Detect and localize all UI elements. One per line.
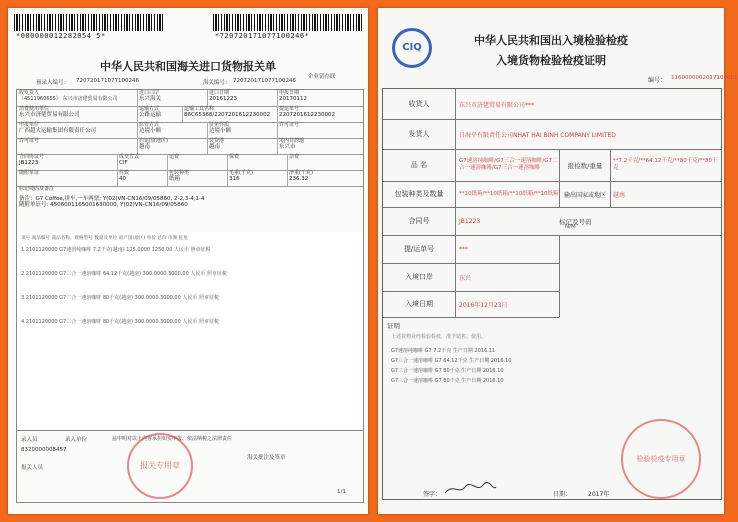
- entry-label: 录入员: [21, 437, 38, 443]
- docs-cell: 随附单证: [17, 170, 118, 186]
- cert-text: 上述货物业经检验检疫，准予销售、使用。: [391, 334, 487, 340]
- insurance-cell: 保费: [227, 154, 288, 170]
- preentry-label: 预录入编号：: [36, 80, 70, 86]
- declaration-form: [16, 89, 364, 431]
- page-number: 1/1: [337, 489, 346, 495]
- contract-row: 合同号 JB1223 标记及号码 N/M: [383, 207, 721, 236]
- contract-cell: 合同协议号 JB1223: [17, 154, 118, 170]
- customs-declaration: [8, 8, 368, 514]
- net-cell: 净重(千克) 236.32: [289, 170, 313, 182]
- cert-form: [382, 88, 722, 500]
- import-date-cell: 进口日期 20161223: [207, 90, 278, 106]
- inspection-certificate: [378, 8, 738, 514]
- signature: [443, 481, 498, 497]
- barcode-image-2: [213, 14, 363, 31]
- gross-cell: 毛重(千克) 316: [227, 170, 288, 186]
- via-cell: 装货港 越南: [207, 138, 278, 154]
- entry-code: 8320000008457: [21, 447, 67, 453]
- date2-label: 日期：: [553, 491, 572, 498]
- goods-line: 1 2101120000 G7速溶纯咖啡 7.2千克(越南) 125.0000 1250.00 人民币 照章征税: [21, 247, 211, 253]
- declarant-seal: 报关专用章: [127, 433, 193, 499]
- customs-no-value: 720720171077100246: [233, 78, 296, 84]
- trade-cell: 监管方式 边境小额: [137, 122, 208, 138]
- misc-cell: 杂费: [289, 154, 300, 160]
- consignee-cell: 收发货人 （4511960655） 东兴市济佬贸易有限公司: [17, 90, 138, 106]
- barcode-image: [14, 14, 164, 31]
- declare-date-cell: 申报日期 20170112: [279, 90, 307, 102]
- tax-cell: 征免性质 边境小额: [207, 122, 278, 138]
- customs-note-label: 海关批注及签章: [247, 455, 286, 461]
- goods-line: 3 2101120000 G7二合一速溶咖啡 80千克(越南) 300.0000 3000.00 人民币 照章征税: [21, 295, 219, 301]
- cert-line: G7二合一速溶咖啡 G7 80千克 生产日期 2016.10: [391, 368, 504, 374]
- goods-table: [17, 232, 363, 430]
- port-cell: 进口口岸 东兴海关: [137, 90, 208, 106]
- cert-line: G7速溶纯咖啡 G7 7.2千克 生产日期 2016.11: [391, 348, 496, 354]
- declaration-footer: [16, 429, 364, 503]
- agent-cell: 申报单位 广西超大运输集团有限责任公司: [17, 122, 138, 138]
- tool-cell: 运输工具名称 86C65368/2207201612230002: [182, 106, 278, 122]
- cert-line: G7三合一速溶咖啡 G7 80千克 生产日期 2016.10: [391, 378, 504, 384]
- consumer-cell: 消费使用单位 东兴市济佬贸易有限公司: [17, 106, 138, 122]
- terms-cell: 成交方式 CIF: [117, 154, 168, 170]
- number-value: 1160000002017107001: [671, 75, 738, 81]
- port-row: 入境口岸 东兴: [383, 263, 559, 292]
- sign-label: 签字：: [423, 491, 442, 498]
- customs-no-label: 海关编号：: [203, 80, 231, 86]
- copy-label: 企业留存联: [308, 74, 336, 80]
- inspection-seal: 检验检疫专用章: [621, 419, 701, 499]
- dest-cell: 境内目的地 东兴市: [279, 138, 305, 150]
- goods-row: 品 名 G7速溶纯咖啡/G7三合一速溶咖啡/G7二合一速溶咖啡/G7三合一速溶咖啡 报检数/重量 **7.2千克/**64.12千克/**80千克/**80千克: [383, 149, 721, 182]
- number-label: 编号：: [648, 77, 667, 84]
- barcode-text: *000000012282054 5*: [16, 32, 106, 40]
- license-cell: 许可证号: [279, 122, 300, 128]
- statement: 兹申明对以上内容承担如实申报、依法纳税之法律责任: [112, 436, 233, 442]
- date2-value: 2017年: [588, 491, 610, 498]
- cert-label: 证明: [387, 322, 400, 330]
- license-no-cell: 许可证号: [17, 138, 138, 154]
- date-row: 入境日期 2016年12月23日: [383, 291, 559, 318]
- entry-unit-label: 录入单位: [65, 437, 88, 443]
- preentry-value: 720720171077100246: [76, 78, 139, 84]
- bill-cell: 提运单号 2207201612230002: [279, 106, 335, 118]
- bill-row: 提/运单号 ***: [383, 235, 559, 264]
- consignee-row: 收货人 东兴市济佬贸易有限公司***: [383, 89, 721, 120]
- package-row: 包装种类及数量 **10纸箱/**10纸箱/**10纸箱/**10纸箱 输出国家或地区 越南: [383, 181, 721, 208]
- ciq-logo: CIQ: [392, 28, 432, 68]
- cert-line: G7三合一速溶咖啡 G7 64.12千克 生产日期 2016.10: [391, 358, 512, 364]
- barcode-text-2: *720720171077100246*: [215, 32, 310, 40]
- transport-cell: 运输方式 公路运输: [137, 106, 183, 122]
- goods-header: 项号 商品编号 商品名称、规格型号 数量及单位 原产国(地区) 单价 总价 币制 征免: [21, 236, 188, 241]
- cert-title-1: 中华人民共和国出入境检验检疫: [474, 34, 628, 47]
- freight-cell: 运费: [167, 154, 228, 170]
- marks-cell: 标记唛码及备注 备注：G7 Coffee,拼车,一车两票; Y(02)VN-CN16/09/05860, 2-2,3-4,1-4 随附单证号: 4506001165001630000, Y(02)VN-CN16/09/05860: [19, 186, 205, 208]
- goods-line: 4 2101120000 G7三合一速溶咖啡 80千克(越南) 300.0000 3000.00 人民币 照章征税: [21, 319, 219, 325]
- declaration-title: 中华人民共和国海关进口货物报关单: [100, 60, 276, 73]
- declarant-label: 报关人员: [21, 465, 44, 471]
- goods-line: 2 2101120000 G7三合一速溶咖啡 64.12千克(越南) 300.0000 3000.00 人民币 照章征税: [21, 271, 227, 277]
- country-cell: 启运国(地区) 越南: [137, 138, 208, 154]
- package-cell: 包装种类 纸箱: [167, 170, 228, 186]
- pieces-cell: 件数 40: [117, 170, 168, 186]
- cert-title-2: 入境货物检验检疫证明: [496, 54, 606, 67]
- consignor-row: 发货人 日海平有限责任公司NHAT HAI BINH COMPANY LIMITED: [383, 119, 721, 150]
